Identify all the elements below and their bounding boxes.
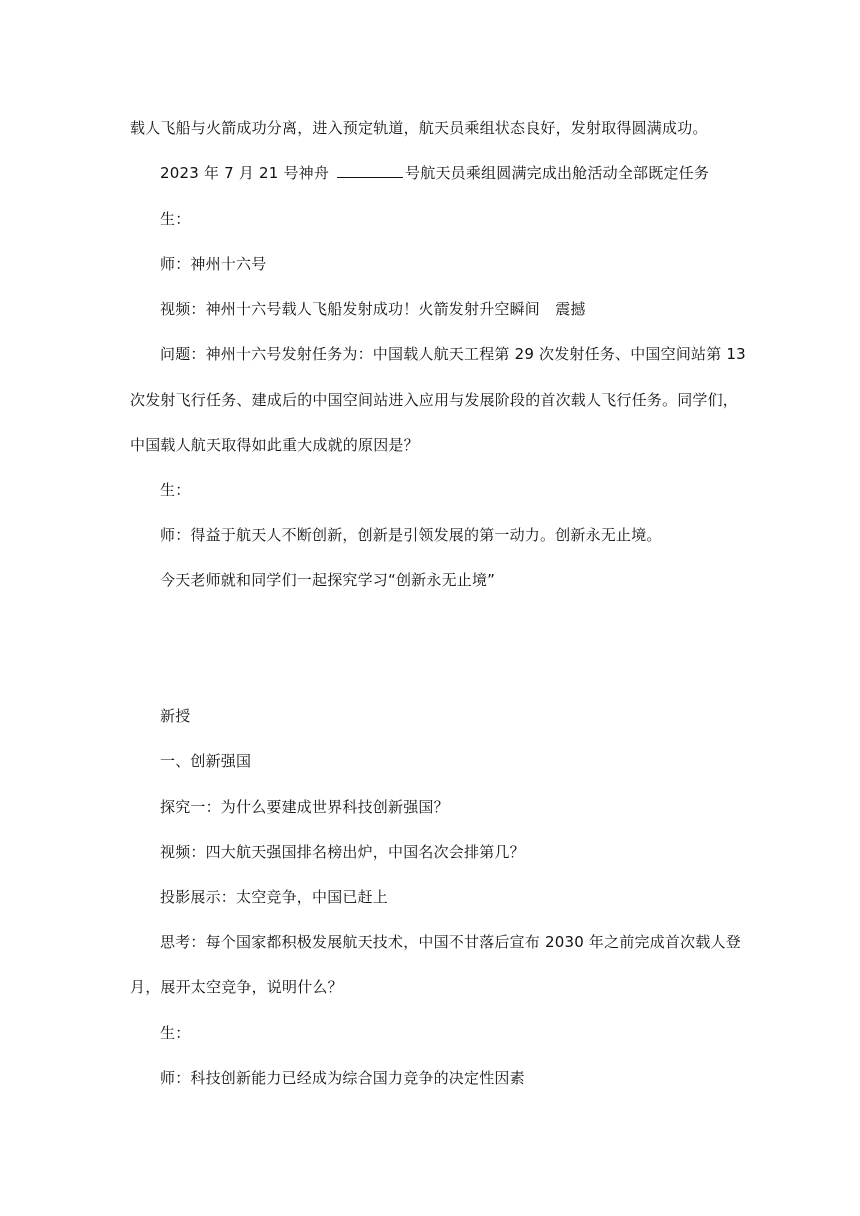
text-line: 生： <box>160 210 191 228</box>
text-line: 次发射飞行任务、建成后的中国空间站进入应用与发展阶段的首次载人飞行任务。同学们， <box>130 391 739 409</box>
answer-blank <box>337 163 403 178</box>
section-heading: 一、创新强国 <box>160 752 252 770</box>
text-line: 视频：神州十六号载人飞船发射成功！火箭发射升空瞬间 震撼 <box>160 300 586 318</box>
text-line: 探究一：为什么要建成世界科技创新强国？ <box>160 798 449 816</box>
text-line: 师：神州十六号 <box>160 255 267 273</box>
text-line: 问题：神州十六号发射任务为：中国载人航天工程第 29 次发射任务、中国空间站第 13 <box>160 345 746 363</box>
text-line: 月，展开太空竞争，说明什么？ <box>130 978 343 996</box>
text-line: 师：得益于航天人不断创新，创新是引领发展的第一动力。创新永无止境。 <box>160 526 662 544</box>
text-line: 今天老师就和同学们一起探究学习“创新永无止境” <box>160 571 496 589</box>
text-line: 投影展示：太空竞争，中国已赶上 <box>160 888 389 906</box>
text-line: 中国载人航天取得如此重大成就的原因是？ <box>130 436 419 454</box>
text-line: 思考：每个国家都积极发展航天技术，中国不甘落后宣布 2030 年之前完成首次载人登 <box>160 933 741 951</box>
text-line: 师：科技创新能力已经成为综合国力竞争的决定性因素 <box>160 1069 525 1087</box>
text-line: 生： <box>160 481 191 499</box>
text-line: 生： <box>160 1024 191 1042</box>
text-line: 视频：四大航天强国排名榜出炉，中国名次会排第几？ <box>160 843 525 861</box>
fill-in-blank-line <box>160 163 709 183</box>
section-heading: 新授 <box>160 707 191 725</box>
text-segment: 号航天员乘组圆满完成出舱活动全部既定任务 <box>405 164 710 182</box>
text-segment: 2023 年 7 月 21 号神舟 <box>160 164 330 182</box>
text-line: 载人飞船与火箭成功分离，进入预定轨道，航天员乘组状态良好，发射取得圆满成功。 <box>130 119 708 137</box>
